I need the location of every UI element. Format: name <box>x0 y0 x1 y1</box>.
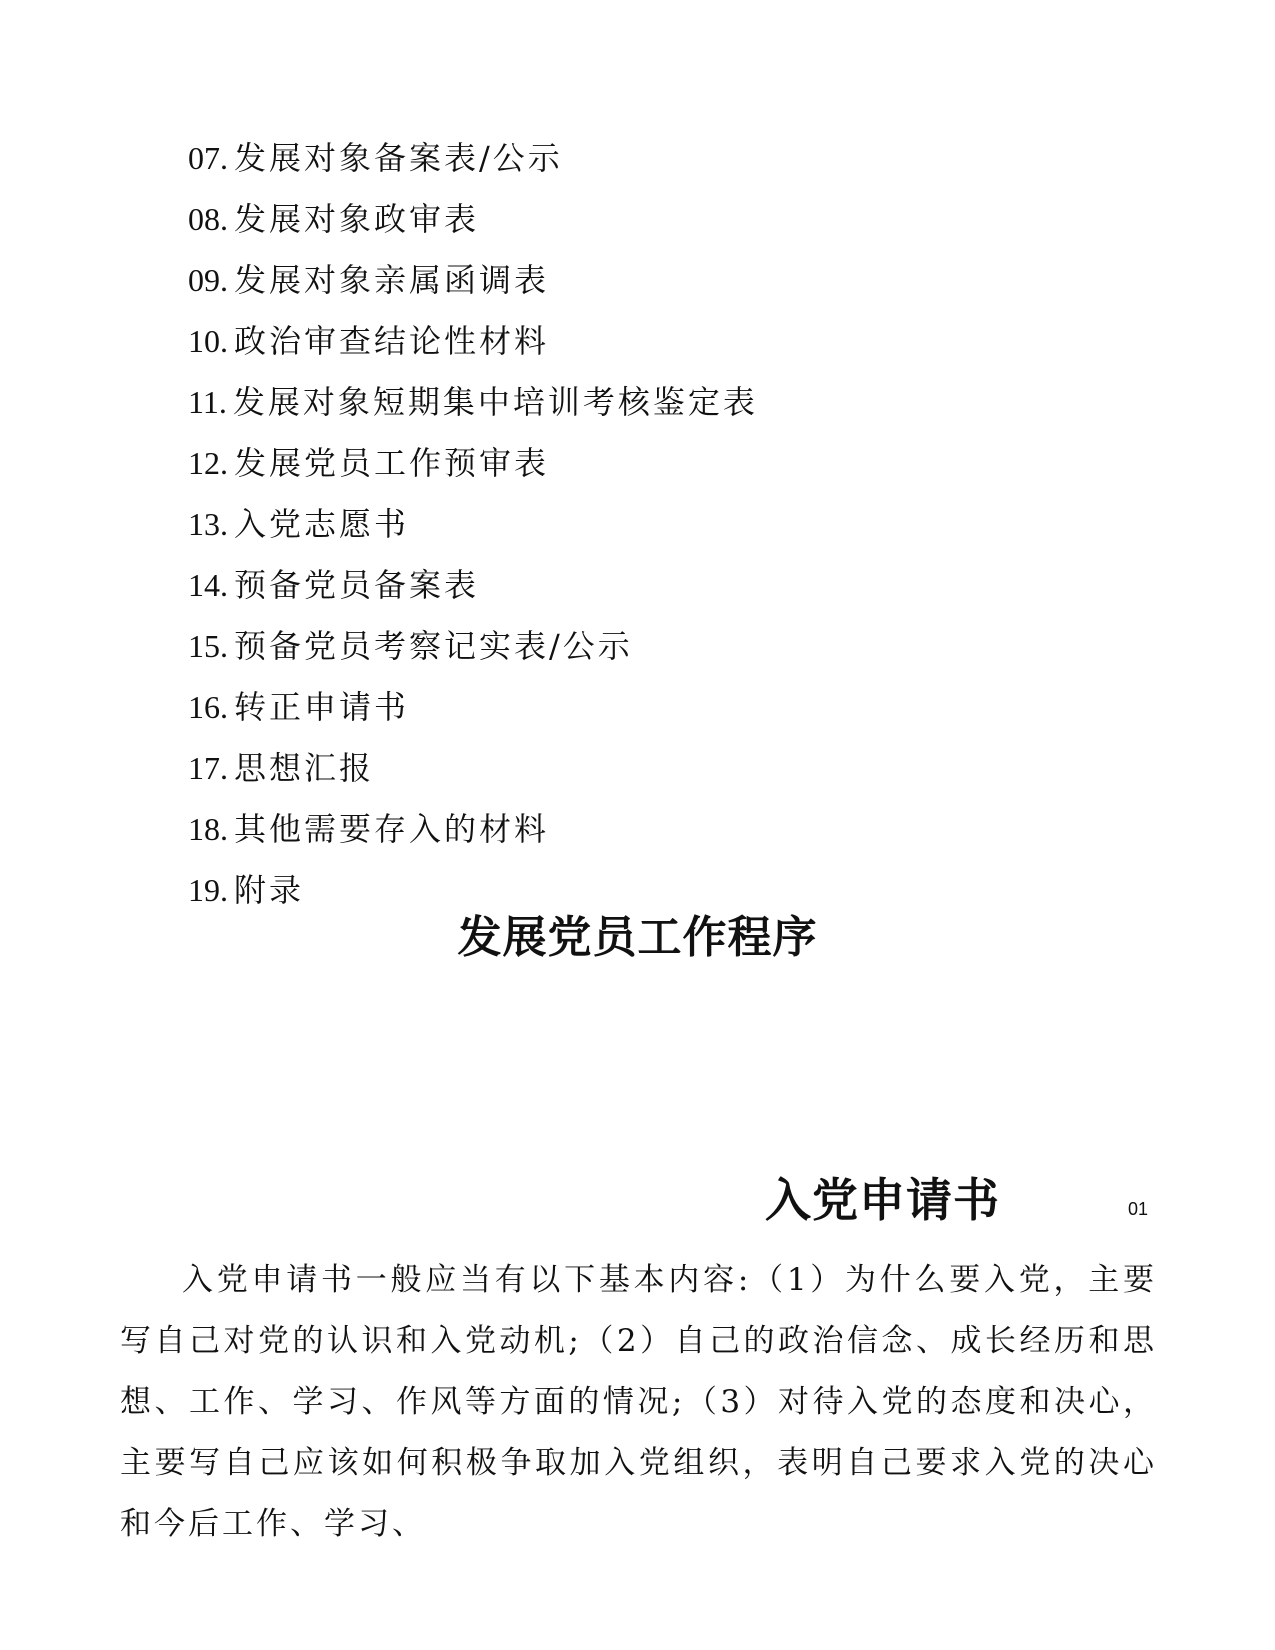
toc-item-number: 11. <box>188 384 227 420</box>
toc-item-number: 17. <box>188 750 228 786</box>
toc-item <box>188 250 758 311</box>
toc-item <box>188 799 758 860</box>
toc-item-text: 发展对象备案表/公示 <box>234 139 563 177</box>
toc-item-text: 发展对象政审表 <box>234 200 480 238</box>
toc-item-text: 思想汇报 <box>234 749 375 787</box>
toc-item-text: 转正申请书 <box>234 688 410 726</box>
toc-item-number: 18. <box>188 811 228 847</box>
toc-item <box>188 128 758 189</box>
toc-item-text: 发展对象短期集中培训考核鉴定表 <box>232 383 758 421</box>
toc-item-number: 14. <box>188 567 228 603</box>
toc-item-text: 预备党员考察记实表/公示 <box>234 627 633 665</box>
toc-item-text: 入党志愿书 <box>234 505 410 543</box>
toc-item-number: 12. <box>188 445 228 481</box>
toc-item-text: 政治审查结论性材料 <box>234 322 550 360</box>
body-paragraph: 入党申请书一般应当有以下基本内容:（1）为什么要入党，主要写自己对党的认识和入党动机;（2）自己的政治信念、成长经历和思想、工作、学习、作风等方面的情况;（3）对待入党的态度和决心，主要写自己应该如何积极争取加入党组织，表明自己要求入党的决心和今后工作、学习、 <box>120 1262 1157 1542</box>
toc-item-text: 其他需要存入的材料 <box>234 810 550 848</box>
toc-item-text: 发展党员工作预审表 <box>234 444 550 482</box>
toc-item <box>188 311 758 372</box>
toc-item-number: 13. <box>188 506 228 542</box>
toc-item-number: 07. <box>188 140 228 176</box>
toc-item <box>188 494 758 555</box>
toc-item <box>188 372 758 433</box>
toc-item <box>188 189 758 250</box>
toc-item-number: 10. <box>188 323 228 359</box>
toc-item-number: 16. <box>188 689 228 725</box>
toc-item-number: 19. <box>188 872 228 908</box>
toc-item-text: 附录 <box>234 871 305 909</box>
toc-item <box>188 677 758 738</box>
toc-item-text: 预备党员备案表 <box>234 566 480 604</box>
table-of-contents <box>188 128 758 921</box>
toc-item <box>188 738 758 799</box>
section-title: 发展党员工作程序 <box>457 912 818 963</box>
toc-item-number: 09. <box>188 262 228 298</box>
toc-item-number: 08. <box>188 201 228 237</box>
page-number: 01 <box>1128 1199 1149 1219</box>
document-title: 入党申请书 <box>765 1173 1000 1227</box>
toc-item <box>188 555 758 616</box>
toc-item-text: 发展对象亲属函调表 <box>234 261 550 299</box>
toc-item <box>188 433 758 494</box>
toc-item-number: 15. <box>188 628 228 664</box>
toc-item <box>188 616 758 677</box>
